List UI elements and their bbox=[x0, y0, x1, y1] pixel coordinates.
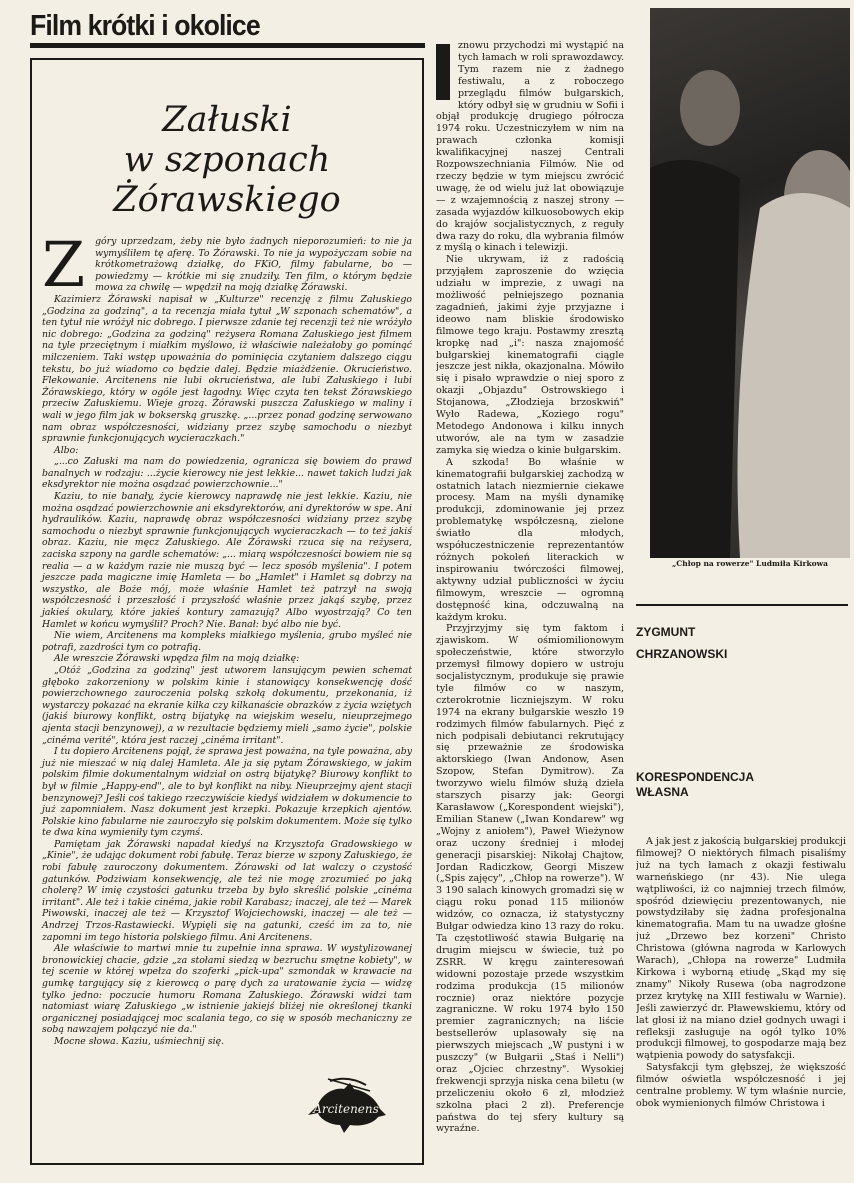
article-paragraph: Z góry uprzedzam, żeby nie było żadnych nieporozumień: to nie ja wymyśliłem tę aferę. To Żórawski. To nie ja wypożyczam sobie na krótkometrażową działkę, do FKiO, filmy fabularne, bo — powiedzmy — krótkie mi się znudziły. Ten film, o którym będzie mowa za chwilę — wpędził na moją działkę Żórawski. bbox=[42, 228, 412, 301]
article-title bbox=[42, 100, 412, 220]
author-name bbox=[636, 621, 727, 665]
article-paragraph: Kazimierz Żórawski napisał w „Kulturze" recenzję z filmu Załuskiego „Godzina za godziną", a ta recenzja miała tytuł „W szponach schematów", a ten tytuł nie wróżył nic dobrego. I pierwsze zdanie tej recenzji też nie wróżyło nic dobrego: „Godzina za godziną" reżysera Romana Załuskiego jest filmem na tyle przeciętnym i miałkim myślowo, iż właściwie należałoby go pominąć milczeniem. Taki wstęp upoważnia do pominięcia czytaniem dalszego ciągu tekstu, bo już wiadomo co będzie dalej. Będzie miażdżenie. Okrucieństwo. Flekowanie. Arcitenens nie lubi okrucieństwa, ale lubi Załuskiego i lubi Żórawskiego, który w ogóle jest łagodny. Więc czyta ten tekst Żórawskiego przeciw Załuskiemu. Wieje grozą. Żórawski puszcza Załuskiego w maliny i wali w jego film jak w bokserską gruszkę. „...przez ponad godzinę serwowano nam obraz współczesności, widziany przez szybę samochodu o niezbyt sprawnie funkcjonujących wycieraczkach." bbox=[42, 293, 412, 445]
article-paragraph: Mocne słowa. Kaziu, uśmiechnij się. bbox=[54, 1035, 225, 1047]
article-paragraph: „...co Załuski ma nam do powiedzenia, ogranicza się bowiem do prawd banalnych w rodzaju: ...życie kierowcy nie jest lekkie... nawet takich ludzi jak eksdyrektor nie można osądzać powierzchownie..." bbox=[42, 456, 412, 491]
article-body bbox=[42, 228, 412, 1048]
photo-silhouette bbox=[650, 8, 850, 558]
author-last-name: CHRZANOWSKI bbox=[636, 647, 728, 661]
section-marker bbox=[436, 44, 450, 100]
logo-text: Arcitenens bbox=[313, 1102, 379, 1116]
film-still-photo bbox=[650, 8, 850, 558]
photo-caption: „Chłop na rowerze" Ludmiła Kirkowa bbox=[671, 559, 829, 568]
separator-rule bbox=[636, 604, 848, 606]
department-line1: KORESPONDENCJA bbox=[636, 770, 755, 784]
article-title-line1: Załuski bbox=[162, 100, 292, 140]
header-rule bbox=[30, 43, 425, 48]
author-first-name: ZYGMUNT bbox=[636, 625, 696, 639]
article-paragraph: „Otóż „Godzina za godziną" jest utworem lansującym pewien schemat głęboko zakorzeniony w polskim kinie i stanowiący konsekwencję dość powierzchownego zauroczenia polską szkołą dokumentu, przekonania, iż wystarczy pokazać na ekranie kilka czy kilkanaście obrazków z życia wziętych (jakiś biurowy konflikt, ostrą bijatykę na wiejskim weselu, nieuprzejmego ajenta stacji benzynowej), a w rezultacie będziemy mieli „samo życie", polskie „cinéma verité", która jest raczej „cinéma irritant". bbox=[42, 664, 412, 746]
section-title: Film krótki i okolice bbox=[30, 10, 260, 42]
section-header bbox=[30, 10, 425, 48]
column2-paragraph: A szkoda! Bo właśnie w kinematografii bułgarskiej zachodzą w ostatnich latach niezmiernie ciekawe procesy. Mam na myśli dynamikę produkcji, zdominowanie jej przez problematykę współczesną, zielone światło dla młodych, współuczestniczenie reprezentantów różnych pokoleń literackich w inspirowaniu twórczości filmowej, aktywny udział publiczności w życiu filmowym, wreszcie — ogromną dostępność kina, odczuwalną na każdym kroku. bbox=[436, 456, 624, 623]
column2-paragraph: Przyjrzyjmy się tym faktom i zjawiskom. W ośmiomilionowym społeczeństwie, które stworzyło przemysł filmowy dopiero w ustroju socjalistycznym, produkuje się prawie tyle filmów co w naszym, czterokrotnie liczniejszym. W roku 1974 na ekrany bułgarskie weszło 19 rodzimych filmów fabularnych. Pięć z nich podpisali debiutanci rekrutujący się przeważnie ze środowiska aktorskiego (Iwan Andonow, Asen Szopow, Stefan Dymitrow). Za tworzywo wielu filmów służą dzieła starszych pisarzy jak: Georgi Karasławow („Korespondent wiejski"), Emilian Stanew („Iwan Kondarew" wg „Wojny z aniołem"), Paweł Wieżynow oraz uczony średniej i młodej generacji pisarskiej: Nikołaj Chajtow, Jordan Radiczkow, Georgi Miszew („Spis zajęcy", „Chłop na rowerze"). W 3 190 salach kinowych gromadzi się w ciągu roku ponad 115 milionów widzów, co oznacza, iż statystyczny Bułgar odwiedza kino 13 razy do roku. Ta częstotliwość stawia Bułgarię na drugim miejscu w świecie, tuż po ZSRR. W kręgu zainteresowań widowni pozostaje przede wszystkim rodzima produkcja (15 milionów rocznie) oraz niektóre pozycje zagraniczne. W roku 1974 było 150 premier zagranicznych; na liście bestsellerów uplasowały się na pierwszych miejscach „W pustyni i w puszczy" (w Bułgarii „Staś i Nelli") oraz „Ojciec chrzestny". Wysokiej frekwencji sprzyja niska cena biletu (w przeliczeniu około 6 zł, młodzież szkolna płaci 2 zł). Preferencje państwa do tej sfery kultury są wyraźne. bbox=[436, 623, 624, 1135]
article-paragraph: Pamiętam jak Żórawski napadał kiedyś na Krzysztofa Gradowskiego w „Kinie", że udając dokument robi fabułę. Teraz bierze w szpony Załuskiego, że robi fabułę zauroczony dokumentem. Żórawski od lat walczy o czystość gatunków. Podziwiam konsekwencję, ale też nie mogę zrozumieć po jaką cholerę? W imię czystości gatunku trzeba by było skreślić polskie „cinéma irritant". Ale też i takie cinéma, jakie robił Karabasz; inaczej, ale też — Marek Piwowski, inaczej ale też — Krzysztof Wojciechowski, inaczej — ale też — Andrzej Trzos-Rastawiecki. Wypięli się na gatunki, cześć im za to, nie zapomni im tego historia polskiego filmu. Ani Arcitenens. bbox=[42, 838, 412, 943]
article-paragraph: Nie wiem, Arcitenens ma kompleks miałkiego myślenia, grubo myśleć nie potrafi, zazdrości tym co potrafią. bbox=[42, 630, 412, 653]
article-paragraph: Ale właściwie to martwi mnie tu zupełnie inna sprawa. W wystylizowanej bronowickiej chacie, gdzie „za stołami siedzą w bezruchu smętne kobiety", w tej scenie w której wpełza do szoferki „pick-upa" szmondak w krawacie na gumkę targujący się z kierowcą o parę dych za uratowanie życia — widzę tylko jedno: poczucie humoru Romana Załuskiego. Żórawski widzi tam natomiast wiarę Załuskiego „w istnienie jakiejś bliżej nie określonej tkanki organicznej posiadającej moc scalania tego, co się w sposób mechaniczny ze sobą nawzajem połączyć nie da." bbox=[42, 943, 412, 1036]
department-line2: WŁASNA bbox=[636, 785, 689, 799]
article-paragraph: Ale wreszcie Żórawski wpędza film na moją działkę: bbox=[54, 653, 300, 665]
drop-cap: Z bbox=[42, 228, 86, 301]
column2-paragraph: znowu przychodzi mi wystąpić na tych łamach w roli sprawozdawcy. Tym razem nie z żadnego festiwalu, a z roboczego przeglądu filmów bułgarskich, który odbył się w grudniu w Sofii i objął produkcję drugiego półrocza 1974 roku. Uczestniczyłem w nim na prawach członka komisji kwalifikacyjnej naszej Centrali Rozpowszechniania Filmów. Nie od rzeczy będzie w tym miejscu zwrócić uwagę, że od wielu już lat obowiązuje — z wzajemnością z naszej strony — zasada wyjazdów kilkuosobowych ekip do krajów socjalistycznych, z reguły dwa razy do roku, dla wybrania filmów z myślą o kinach i telewizji. bbox=[436, 40, 624, 254]
article-paragraph: Kaziu, to nie banały, życie kierowcy naprawdę nie jest lekkie. Kaziu, nie można osądzać powierzchownie ani eksdyrektorów, ani dyrektorów w spe. Ani hydraulików. Kaziu, naprawdę obraz współczesności widziany przez szybę samochodu o niezbyt sprawnie funkcjonujących wycieraczkach — to też jakiś obraz. Kaziu, nie męcz Załuskiego. Ale Żórawski rzuca się na reżysera, zaciska szpony na gardle schematów: „... miarą współczesności bowiem nie są realia — a w każdym razie nie muszą być — lecz sposób myślenia". I potem jeszcze pada magiczne imię Hamleta — bo „Hamlet" i Hamlet są dobrzy na wszystko, ale Boże mój, może właśnie Hamlet też patrzył na swoją współczesność i przeszłość i przyszłość właśnie przez jakąś szybę, przez jakieś okulary, które jakieś kontury zamazują? Albo wyostrzają? Co ten Hamlet w końcu wymyślił? Proch? Nie. Banał: być albo nie być. bbox=[42, 491, 412, 630]
arcitenens-logo bbox=[300, 1075, 392, 1137]
article-title-line2: w szponach Żórawskiego bbox=[113, 140, 341, 220]
article-paragraph: Albo: bbox=[54, 444, 79, 456]
department-label bbox=[636, 770, 754, 800]
column-3 bbox=[636, 836, 846, 1172]
article-box bbox=[30, 58, 424, 1165]
article-paragraph: I tu dopiero Arcitenens pojął, że sprawa jest poważna, na tyle poważna, aby już nie mieszać w nią dalej Hamleta. Ale ja się pytam Żórawskiego, w jakim polskim filmie dokumentalnym widział on ostrą bijatykę? Biurowy konflikt to był w filmie „Happy-end", ale to był konflikt na niby. Nieuprzejmy ajent stacji benzynowej? Jeśli coś takiego rzeczywiście kiedyś widziałem w dokumencie to już zapomniałem. Nasz dokument jest krzepki. Pokazuje krzepkich ajentów. Polskie kino fabularne nie zauroczyło się polskim dokumentem. Może się tylko te dwa kina wymieniły tym czymś. bbox=[42, 746, 412, 839]
column3-paragraph: A jak jest z jakością bułgarskiej produkcji filmowej? O niektórych filmach pisaliśmy już na tych łamach z okazji festiwalu warneńskiego (nr 43). Nie ulega wątpliwości, iż co najmniej trzech filmów, spośród dziewięciu prezentowanych, nie powstydziłaby się żadna profesjonalna kinematografia. Mam tu na uwadze głośne już „Drzewo bez korzeni" Christo Christowa (główna nagroda w Karlowych Warach), „Chłopa na rowerze" Ludmiła Kirkowa i wyborną etiudę „Skąd my się znamy" Nikoły Rusewa (oba nagrodzone przez krytykę na XIII festiwalu w Warnie). Jeśli zawierzyć dr. Pławewskiemu, który od lat głosi iż na miano dzieł godnych uwagi i refleksji zasługuje na ogół tylko 10% produkcji filmowej, to gospodarze mają bez wątpienia powody do satysfakcji. bbox=[636, 836, 846, 1062]
column2-paragraph: Nie ukrywam, iż z radością przyjąłem zaproszenie do wzięcia udziału w imprezie, z uwagi na możliwość pełniejszego poznania zagadnień, jakimi żyje przyjazne i ideowo nam bliskie środowisko filmowe tego kraju. Postawmy zresztą kropkę nad „i": nasza znajomość bułgarskiej kinematografii ciągle jeszcze jest nikła, okazjonalna. Mówiło się i pisało wprawdzie o niej sporo z okazji „Objazdu" Ostrowskiego i Stojanowa, „Złodzieja brzoskwiń" Wyło Radewa, „Koziego rogu" Metodego Andonowa i kilku innych utworów, ale na tym w zasadzie zamyka się wiedza o kinie bułgarskim. bbox=[436, 254, 624, 456]
column-2 bbox=[436, 40, 624, 1170]
column3-paragraph: Satysfakcji tym głębszej, że większość filmów oświetla współczesność i jej centralne problemy. W tym właśnie nurcie, obok wymienionych filmów Christowa i bbox=[636, 1062, 846, 1109]
